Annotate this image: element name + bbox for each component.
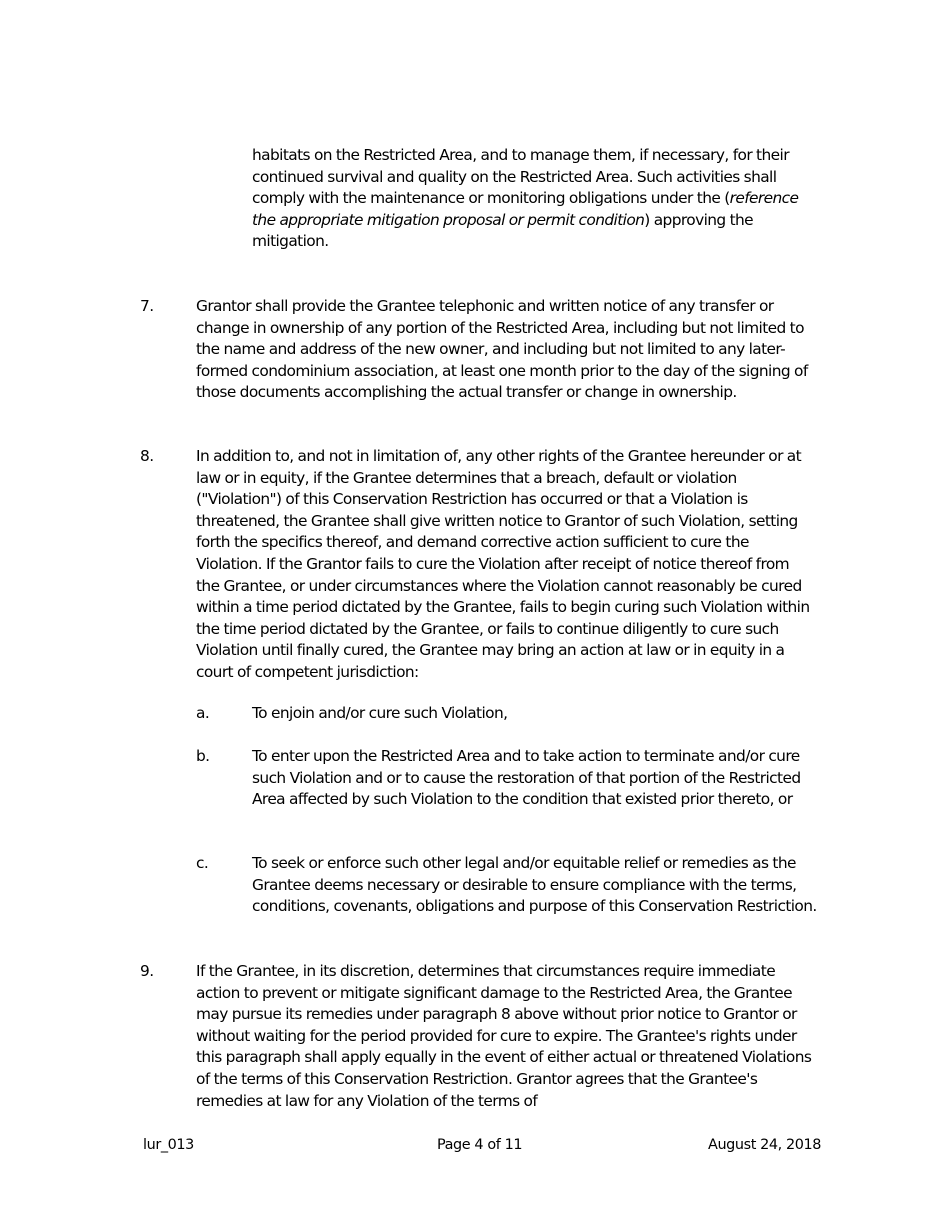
subparagraph-text: To enter upon the Restricted Area and to take action to terminate and/or cure such Violation and or to cause the restoration of that portion of the Restricted Area affected by such Violation to the condition that existed prior thereto, or bbox=[252, 747, 801, 809]
footer-date: August 24, 2018 bbox=[708, 1137, 822, 1153]
paragraph-text: In addition to, and not in limitation of, any other rights of the Grantee hereunder or at law or in equity, if the Grantee determines that a breach, default or violation ("Violation") of this Conservation Restriction has occurred or that a Violation is threatened, the Grantee shall give written notice to Grantor of such Violation, setting forth the specifics thereof, and demand corrective action sufficient to cure the Violation. If the Grantor fails to cure the Violation after receipt of notice thereof from the Grantee, or under circumstances where the Violation cannot reasonably be cured within a time period dictated by the Grantee, fails to begin curing such Violation within the time period dictated by the Grantee, or fails to continue diligently to cure such Violation until finally cured, the Grantee may bring an action at law or in equity in a court of competent jurisdiction: bbox=[196, 447, 810, 681]
subparagraph-text: To seek or enforce such other legal and/or equitable relief or remedies as the Grantee deems necessary or desirable to ensure compliance with the terms, conditions, covenants, obligations and purpose of this Conservation Restriction. bbox=[252, 854, 817, 916]
paragraph-text: Grantor shall provide the Grantee telephonic and written notice of any transfer or change in ownership of any portion of the Restricted Area, including but not limited to the name and address of the new owner, and including but not limited to any later-formed condominium association, at least one month prior to the day of the signing of those documents accomplishing the actual transfer or change in ownership. bbox=[196, 297, 808, 402]
paragraph-number: 9. bbox=[140, 962, 154, 980]
subparagraph-letter: c. bbox=[196, 854, 209, 872]
footer-page-number: Page 4 of 11 bbox=[437, 1137, 523, 1153]
subparagraph-letter: a. bbox=[196, 704, 210, 722]
paragraph-number: 8. bbox=[140, 447, 154, 465]
subparagraph-letter: b. bbox=[196, 747, 210, 765]
carryover-text bbox=[252, 145, 817, 253]
footer-doc-id: lur_013 bbox=[143, 1137, 194, 1153]
paragraph-number: 7. bbox=[140, 297, 154, 315]
carryover-italic-reference: reference the appropriate mitigation proposal or permit condition bbox=[252, 189, 799, 229]
carryover-text-start: habitats on the Restricted Area, and to manage them, if necessary, for their continued survival and quality on the Restricted Area. Such activities shall comply with the maintenance or monitoring obligations under the ( bbox=[252, 146, 789, 208]
subparagraph-text: To enjoin and/or cure such Violation, bbox=[252, 704, 508, 722]
paragraph-text: If the Grantee, in its discretion, determines that circumstances require immediate action to prevent or mitigate significant damage to the Restricted Area, the Grantee may pursue its remedies under paragraph 8 above without prior notice to Grantor or without waiting for the period provided for cure to expire. The Grantee's rights under this paragraph shall apply equally in the event of either actual or threatened Violations of the terms of this Conservation Restriction. Grantor agrees that the Grantee's remedies at law for any Violation of the terms of bbox=[196, 962, 812, 1110]
carryover-text-end: ) approving the mitigation. bbox=[252, 210, 754, 251]
